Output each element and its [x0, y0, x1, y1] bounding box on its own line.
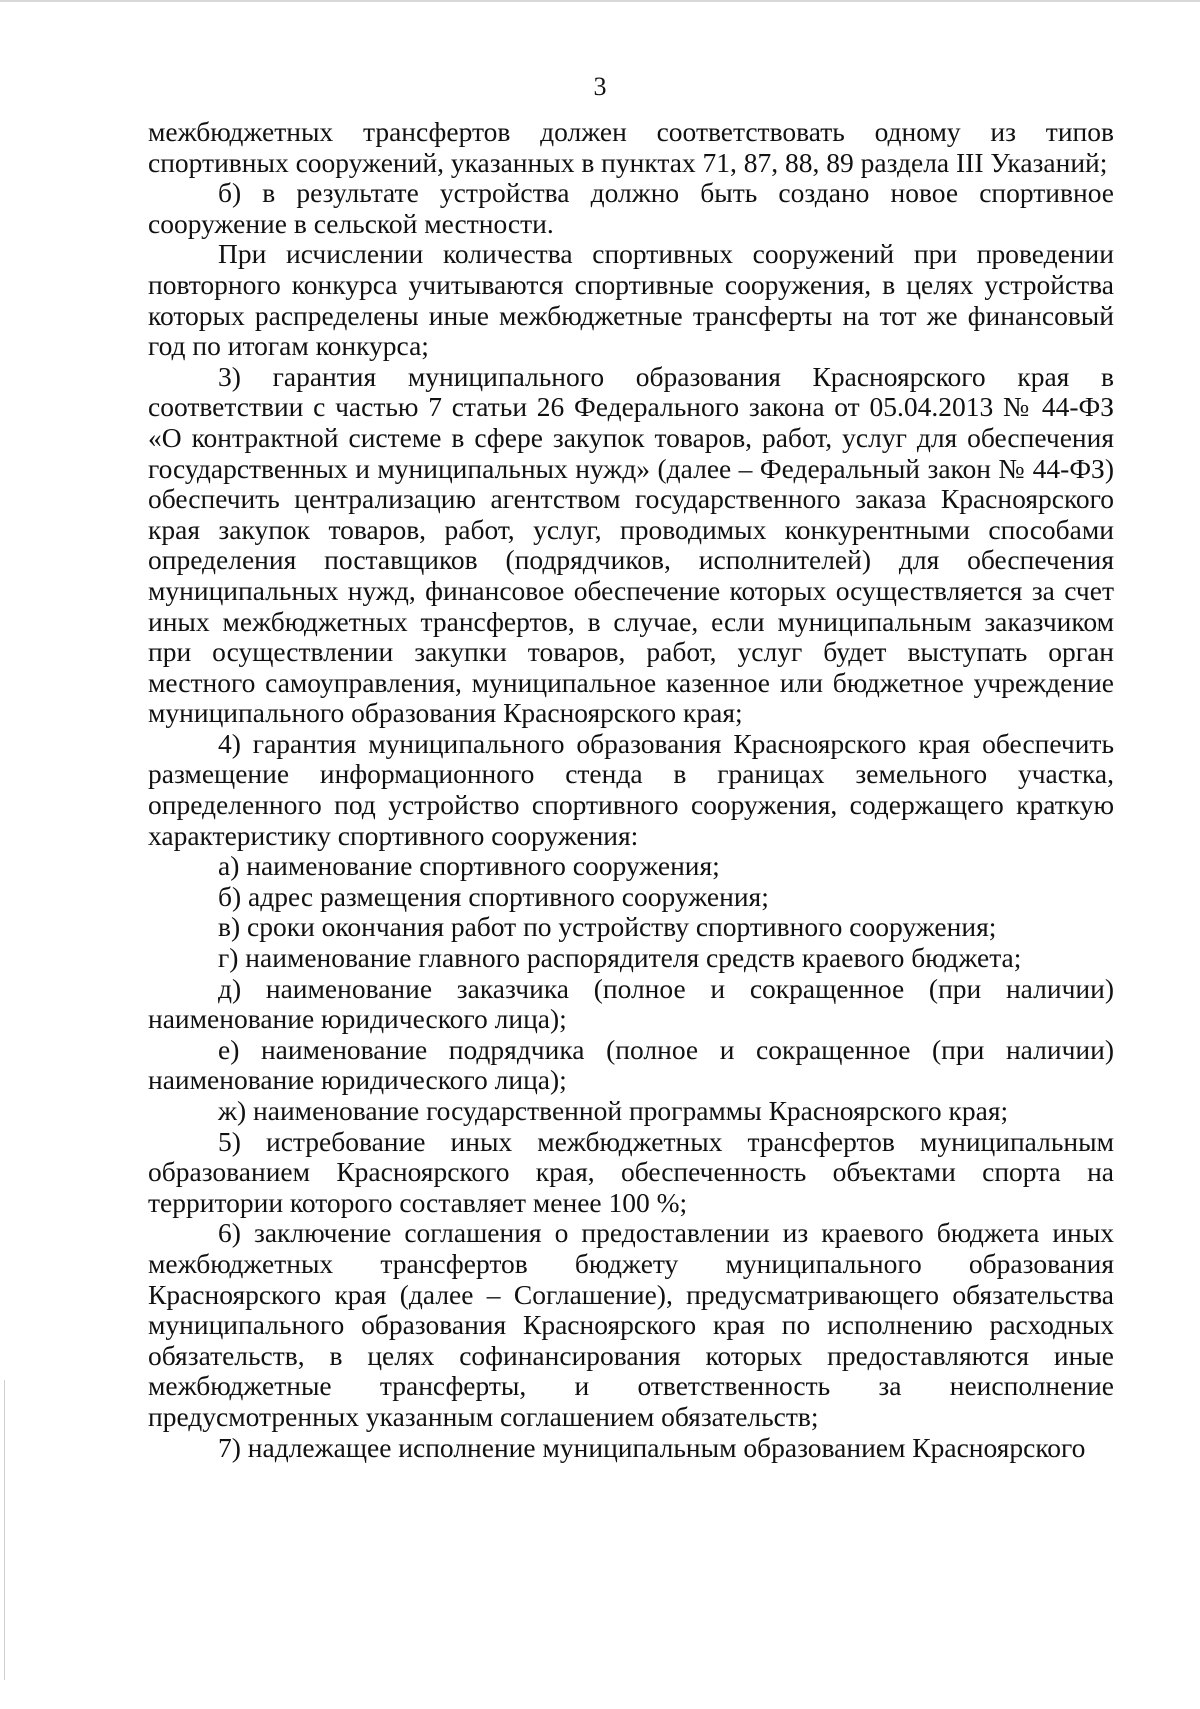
- paragraph-item-6: 6) заключение соглашения о предоставлении из краевого бюджета иных межбюджетных трансфертов бюджету муниципального образования Красноярского края (далее – Соглашение), предусматривающего обязательства муниципального образования Красноярского края по исполнению расходных обязательств, в целях софинансирования которых предоставляются иные межбюджетные трансферты, и ответственность за неисполнение предусмотренных указанным соглашением обязательств;: [148, 1217, 1114, 1432]
- paragraph-sub-g: г) наименование главного распорядителя средств краевого бюджета;: [218, 942, 1022, 974]
- page-number: 3: [593, 72, 607, 101]
- paragraph-item-4: 4) гарантия муниципального образования Красноярского края обеспечить размещение информационного стенда в границах земельного участка, определенного под устройство спортивного сооружения, содержащего краткую характеристику спортивного сооружения:: [148, 727, 1114, 851]
- paragraph-sub-b: б) адрес размещения спортивного сооружения;: [218, 880, 769, 912]
- document-body: [148, 117, 1114, 1463]
- paragraph-repeat-contest: При исчислении количества спортивных сооружений при проведении повторного конкурса учитываются спортивные сооружения, в целях устройства которых распределены иные межбюджетные трансферты на тот же финансовый год по итогам конкурса;: [148, 238, 1114, 362]
- paragraph-sub-e: е) наименование подрядчика (полное и сокращенное (при наличии) наименование юридического лица);: [148, 1033, 1114, 1096]
- scan-edge-left: [4, 1380, 5, 1680]
- paragraph-sub-v: в) сроки окончания работ по устройству спортивного сооружения;: [218, 911, 997, 943]
- paragraph-sub-zh: ж) наименование государственной программы Красноярского края;: [218, 1095, 1009, 1126]
- paragraph-item-b: б) в результате устройства должно быть создано новое спортивное сооружение в сельской местности.: [148, 177, 1114, 239]
- paragraph-item-3: 3) гарантия муниципального образования Красноярского края в соответствии с частью 7 статьи 26 Федерального закона от 05.04.2013 № 44-ФЗ «О контрактной системе в сфере закупок товаров, работ, услуг для обеспечения государственных и муниципальных нужд» (далее – Федеральный закон № 44-ФЗ) обеспечить централизацию агентством государственного заказа Красноярского края закупок товаров, работ, услуг, проводимых конкурентными способами определения поставщиков (подрядчиков, исполнителей) для обеспечения муниципальных нужд, финансовое обеспечение которых осуществляется за счет иных межбюджетных трансфертов, в случае, если муниципальным заказчиком при осуществлении закупки товаров, работ, услуг будет выступать орган местного самоуправления, муниципальное казенное или бюджетное учреждение муниципального образования Красноярского края;: [148, 360, 1114, 729]
- paragraph-item-7: 7) надлежащее исполнение муниципальным образованием Красноярского: [218, 1431, 1086, 1463]
- paragraph-item-5: 5) истребование иных межбюджетных трансфертов муниципальным образованием Красноярского края, обеспеченность объектами спорта на территории которого составляет менее 100 %;: [148, 1125, 1114, 1218]
- paragraph-sub-d: д) наименование заказчика (полное и сокращенное (при наличии) наименование юридического лица);: [148, 972, 1114, 1035]
- paragraph-sub-a: а) наименование спортивного сооружения;: [218, 850, 720, 882]
- paragraph-continuation: межбюджетных трансфертов должен соответствовать одному из типов спортивных сооружений, указанных в пунктах 71, 87, 88, 89 раздела III Указаний;: [148, 116, 1114, 178]
- scan-edge-top: [0, 0, 1200, 2]
